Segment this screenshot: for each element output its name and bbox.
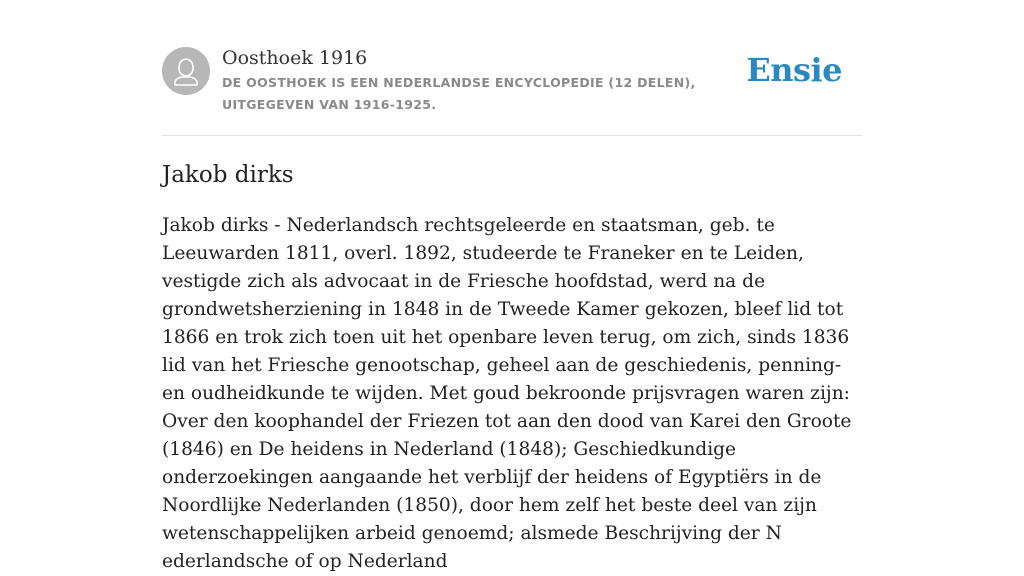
source-description: DE OOSTHOEK IS EEN NEDERLANDSE ENCYCLOPEDIE (12 DELEN), UITGEGEVEN VAN 1916-1925. <box>222 75 696 112</box>
source-title[interactable]: Oosthoek 1916 <box>222 47 368 69</box>
entry-title: Jakob dirks <box>162 162 294 188</box>
source-info <box>222 45 762 116</box>
source-header <box>162 0 862 136</box>
page-container <box>162 0 862 572</box>
entry-body: Jakob dirks - Nederlandsch rechtsgeleerde en staatsman, geb. te Leeuwarden 1811, overl. 1892, studeerde te Franeker en te Leiden, vestigde zich als advocaat in de Friesche hoofdstad, werd na de grondwetsherziening in 1848 in de Tweede Kamer gekozen, bleef lid tot 1866 en trok zich toen uit het openbare leven terug, om zich, sinds 1836 lid van het Friesche genootschap, geheel aan de geschiedenis, penning- en oudheidkunde te wijden. Met goud bekroonde prijsvragen waren zijn: Over den koophandel der Friezen tot aan den dood van Karei den Groote (1846) en De heidens in Nederland (1848); Geschiedkundige onderzoekingen aangaande het verblijf der heidens of Egyptiërs in de Noordlijke Nederlanden (1850), door hem zelf het beste deel van zijn wetenschappelijken arbeid genoemd; alsmede Beschrijving der N ederlandsche of op Nederland <box>162 215 852 572</box>
brand-logo[interactable]: Ensie <box>746 51 842 89</box>
user-avatar-icon[interactable] <box>162 47 210 95</box>
